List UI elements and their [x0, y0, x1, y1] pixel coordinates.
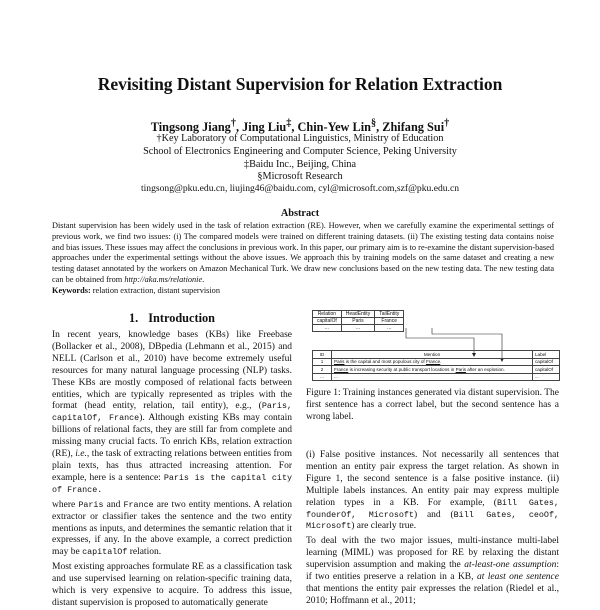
author: Zhifang Sui† [382, 118, 450, 135]
section-heading: 1. Introduction [129, 311, 215, 325]
instance-header-cell: ID [313, 351, 332, 359]
kb-header-cell: Relation [313, 311, 342, 318]
author: Tingsong Jiang†, [150, 118, 243, 135]
author: Jing Liu‡, [242, 118, 298, 135]
instance-mention: Paris is the capital and most populous city of France. [332, 358, 533, 366]
abstract-text: Distant supervision has been widely used in the task of relation extraction (RE). However, when we carefully examine the experimental settings of previous work, we find two issues: (i) The compared models were trained on different training datasets. (ii) The existing testing data contains noise and bias issues. These issues may affect the conclusions in previous work. In this paper, our primary aim is to re-examine the distant supervision-based approaches under the experimental settings without the above issues. We approach this by training models on the same dataset and creating a new testing dataset annotated by the workers on Amazon Mechanical Turk. We draw new conclusions based on the new testing data. The new testing data can be obtained from http://aka.ms/relationie. [52, 221, 554, 284]
author-emails: tingsong@pku.edu.cn, liujing46@baidu.com, cyl@microsoft.com,szf@pku.edu.cn [140, 183, 460, 194]
table-row: 1 Paris is the capital and most populous city of France. capitalOf [313, 358, 560, 366]
abstract-heading: Abstract [280, 208, 320, 219]
affiliation: †Key Laboratory of Computational Linguistics, Ministry of Education [156, 133, 444, 144]
paragraph: To deal with the two major issues, multi-instance multi-label learning (MIML) was proposed for RE by relaxing the distant supervision assumption and making the at-least-one assumption: if two entities preserve a relation in a KB, at least one sentence that mentions the entity pair expresses the relation (Riedel et al., 2010; Hoffmann et al., 2011; [306, 536, 559, 606]
affiliation: ‡Baidu Inc., Beijing, China [243, 159, 357, 170]
author: Chin-Yew Lin§, [297, 118, 383, 135]
affiliation: School of Electronics Engineering and Computer Science, Peking University [143, 146, 457, 157]
kb-header-cell: HeadEntity [341, 311, 374, 318]
paragraph: (i) False positive instances. Not necessarily all sentences that mention an entity pair express the target relation. As shown in Figure 1, the second sentence is a false positive instance. (ii) Multiple labels instances. An entity pair may express multiple relation types in a KB. For example, (Bill Gates, founderOf, Microsoft) and (Bill Gates, ceoOf, Microsoft) are clearly true. [306, 450, 560, 532]
kb-cell: capitalOf [313, 318, 342, 325]
kb-cell: Paris [341, 318, 374, 325]
kb-cell: France [375, 318, 404, 325]
kb-cell: ... [375, 325, 404, 332]
paragraph: In recent years, knowledge bases (KBs) like Freebase (Bollacker et al., 2008), DBpedia (Lehmann et al., 2015) and NELL (Carlson et al., 2010) have become extremely useful resources for many natural language processing (NLP) tasks. These KBs are mostly composed of relational facts between entities, which are typically represented as triples with the format (head entity, relation, tail entity), e.g., (Paris, capitalOf, France). Although existing KBs may contain billions of relational facts, they are still far from complete and missing many crucial facts. To enrich KBs, relation extraction (RE), i.e., the task of extracting relations between entities from plain texts, has thus attracted increasing attention. For example, here is a sentence: Paris is the capital city of France. [52, 330, 292, 495]
keywords: Keywords: relation extraction, distant supervision [52, 286, 220, 295]
paragraph: where Paris and France are two entity mentions. A relation extractor or classifier takes the sentence and the two entity mentions as inputs, and determines the semantic relation that it expresses, if any. In the above example, a correct prediction may be capitalOf relation. [52, 499, 293, 558]
abstract-link[interactable]: http://aka.ms/relationie [124, 274, 203, 284]
kb-header-cell: TailEntity [375, 311, 404, 318]
paragraph: Most existing approaches formulate RE as a classification task and use supervised learning on relation-specific training data, which is very expensive to acquire. To address this issue, distant supervision is proposed to automatically generate [52, 562, 292, 608]
figure-caption: Figure 1: Training instances generated via distant supervision. The first sentence has a correct label, but the second sentence has a wrong label. [306, 388, 559, 422]
affiliation: §Microsoft Research [257, 171, 343, 182]
right-column [306, 450, 559, 608]
table-row: ... ... ... [313, 373, 560, 381]
paper-title: Revisiting Distant Supervision for Relation Extraction [97, 74, 503, 94]
instance-header-cell: Mention [332, 351, 533, 359]
instance-mention: France is increasing security at public transport locations in Paris after an explosion. [332, 366, 533, 374]
left-column [52, 330, 292, 610]
instance-header-cell: Label [533, 351, 560, 359]
instance-table [312, 350, 560, 381]
kb-cell: ... [313, 325, 342, 332]
table-row: 2 France is increasing security at public transport locations in Paris after an explosion. capitalOf [313, 366, 560, 374]
kb-cell: ... [341, 325, 374, 332]
